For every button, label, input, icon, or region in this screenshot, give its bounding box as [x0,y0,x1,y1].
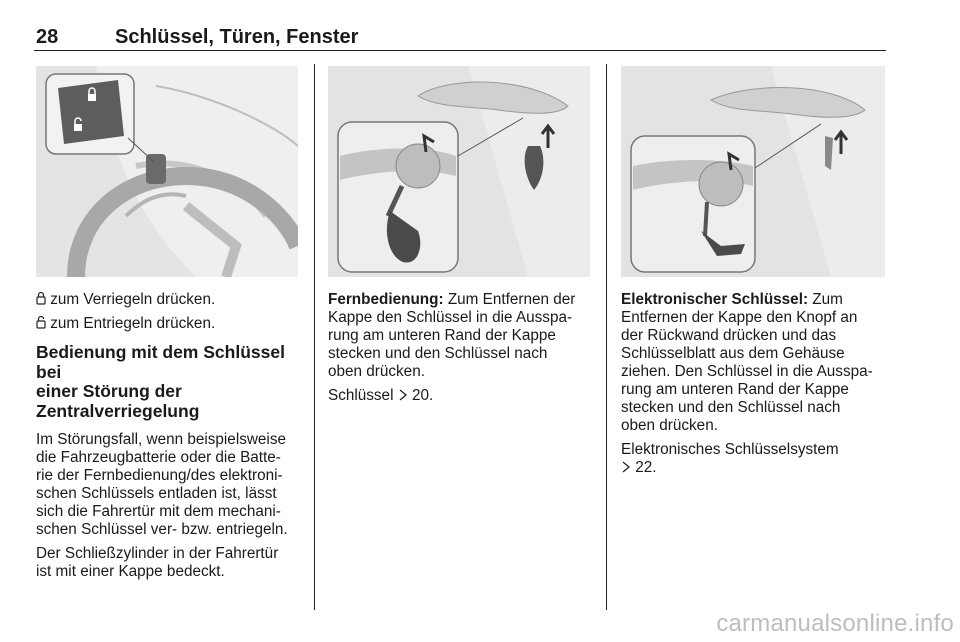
column-1-text [36,291,306,587]
page-reference-arrow-icon [621,461,631,473]
heading-line: Bedienung mit dem Schlüssel bei [36,342,285,382]
text-line: Zum [808,291,843,308]
text-line: die Fahrzeugbatterie oder die Batte- [36,449,281,466]
door-lock-switch-illustration [36,66,298,277]
text-line: der Rückwand drücken und das [621,327,837,344]
cylinder-paragraph [36,545,306,581]
text-line: schen Schlüssels entladen ist, lässt [36,485,277,502]
lock-icon [36,291,46,305]
text-line: ist mit einer Kappe bedeckt. [36,563,225,580]
page-reference-arrow-icon [398,389,408,401]
text-line: oben drücken. [621,417,718,434]
page-number: 28 [36,26,59,48]
reference-text: Elektronisches Schlüsselsystem [621,441,839,458]
text-line: rung am unteren Rand der Kappe [328,327,556,344]
reference-text: Schlüssel [328,387,394,404]
reference-page: 20. [411,387,434,404]
heading-line: einer Störung der [36,381,182,401]
electronic-key-system-reference[interactable] [621,441,891,477]
text-line: stecken und den Schlüssel nach [621,399,841,416]
section-heading [36,343,306,421]
electronic-key-label: Elektronischer Schlüssel: [621,291,809,308]
page-title: Schlüssel, Türen, Fenster [115,26,359,48]
text-line: Kappe den Schlüssel in die Ausspa- [328,309,573,326]
reference-page: 22. [635,459,657,476]
text-line: rung am unteren Rand der Kappe [621,381,849,398]
text-line: sich die Fahrertür mit dem mechani- [36,503,281,520]
key-reference[interactable] [328,387,598,405]
text-line: Entfernen der Kappe den Knopf an [621,309,858,326]
unlock-instruction-text: zum Entriegeln drücken. [50,315,216,332]
lock-instruction-text: zum Verriegeln drücken. [50,291,216,308]
unlock-instruction [36,315,306,333]
text-line: Im Störungsfall, wenn beispielsweise [36,431,286,448]
remote-control-label: Fernbedienung: [328,291,444,308]
header-rule [34,50,886,51]
text-line: Schlüsselblatt aus dem Gehäuse [621,345,845,362]
text-line: oben drücken. [328,363,425,380]
lock-instruction [36,291,306,309]
text-line: ziehen. Den Schlüssel in die Ausspa- [621,363,873,380]
column-divider-1 [314,64,315,610]
text-line: Zum Entfernen der [443,291,576,308]
text-line: rie der Fernbedienung/des elektroni- [36,467,283,484]
electronic-key-cap-removal-illustration [621,66,885,277]
column-3-text [621,291,891,483]
watermark: carmanualsonline.info [716,610,954,637]
column-2-text [328,291,598,411]
text-line: Der Schließzylinder in der Fahrertür [36,545,279,562]
remote-control-paragraph [328,291,598,381]
malfunction-paragraph [36,431,306,539]
heading-line: Zentralverriegelung [36,400,200,421]
electronic-key-paragraph [621,291,891,435]
text-line: stecken und den Schlüssel nach [328,345,548,362]
unlock-icon [36,315,46,329]
column-divider-2 [606,64,607,610]
remote-key-cap-removal-illustration [328,66,590,277]
text-line: schen Schlüssel ver- bzw. entriegeln. [36,521,288,538]
